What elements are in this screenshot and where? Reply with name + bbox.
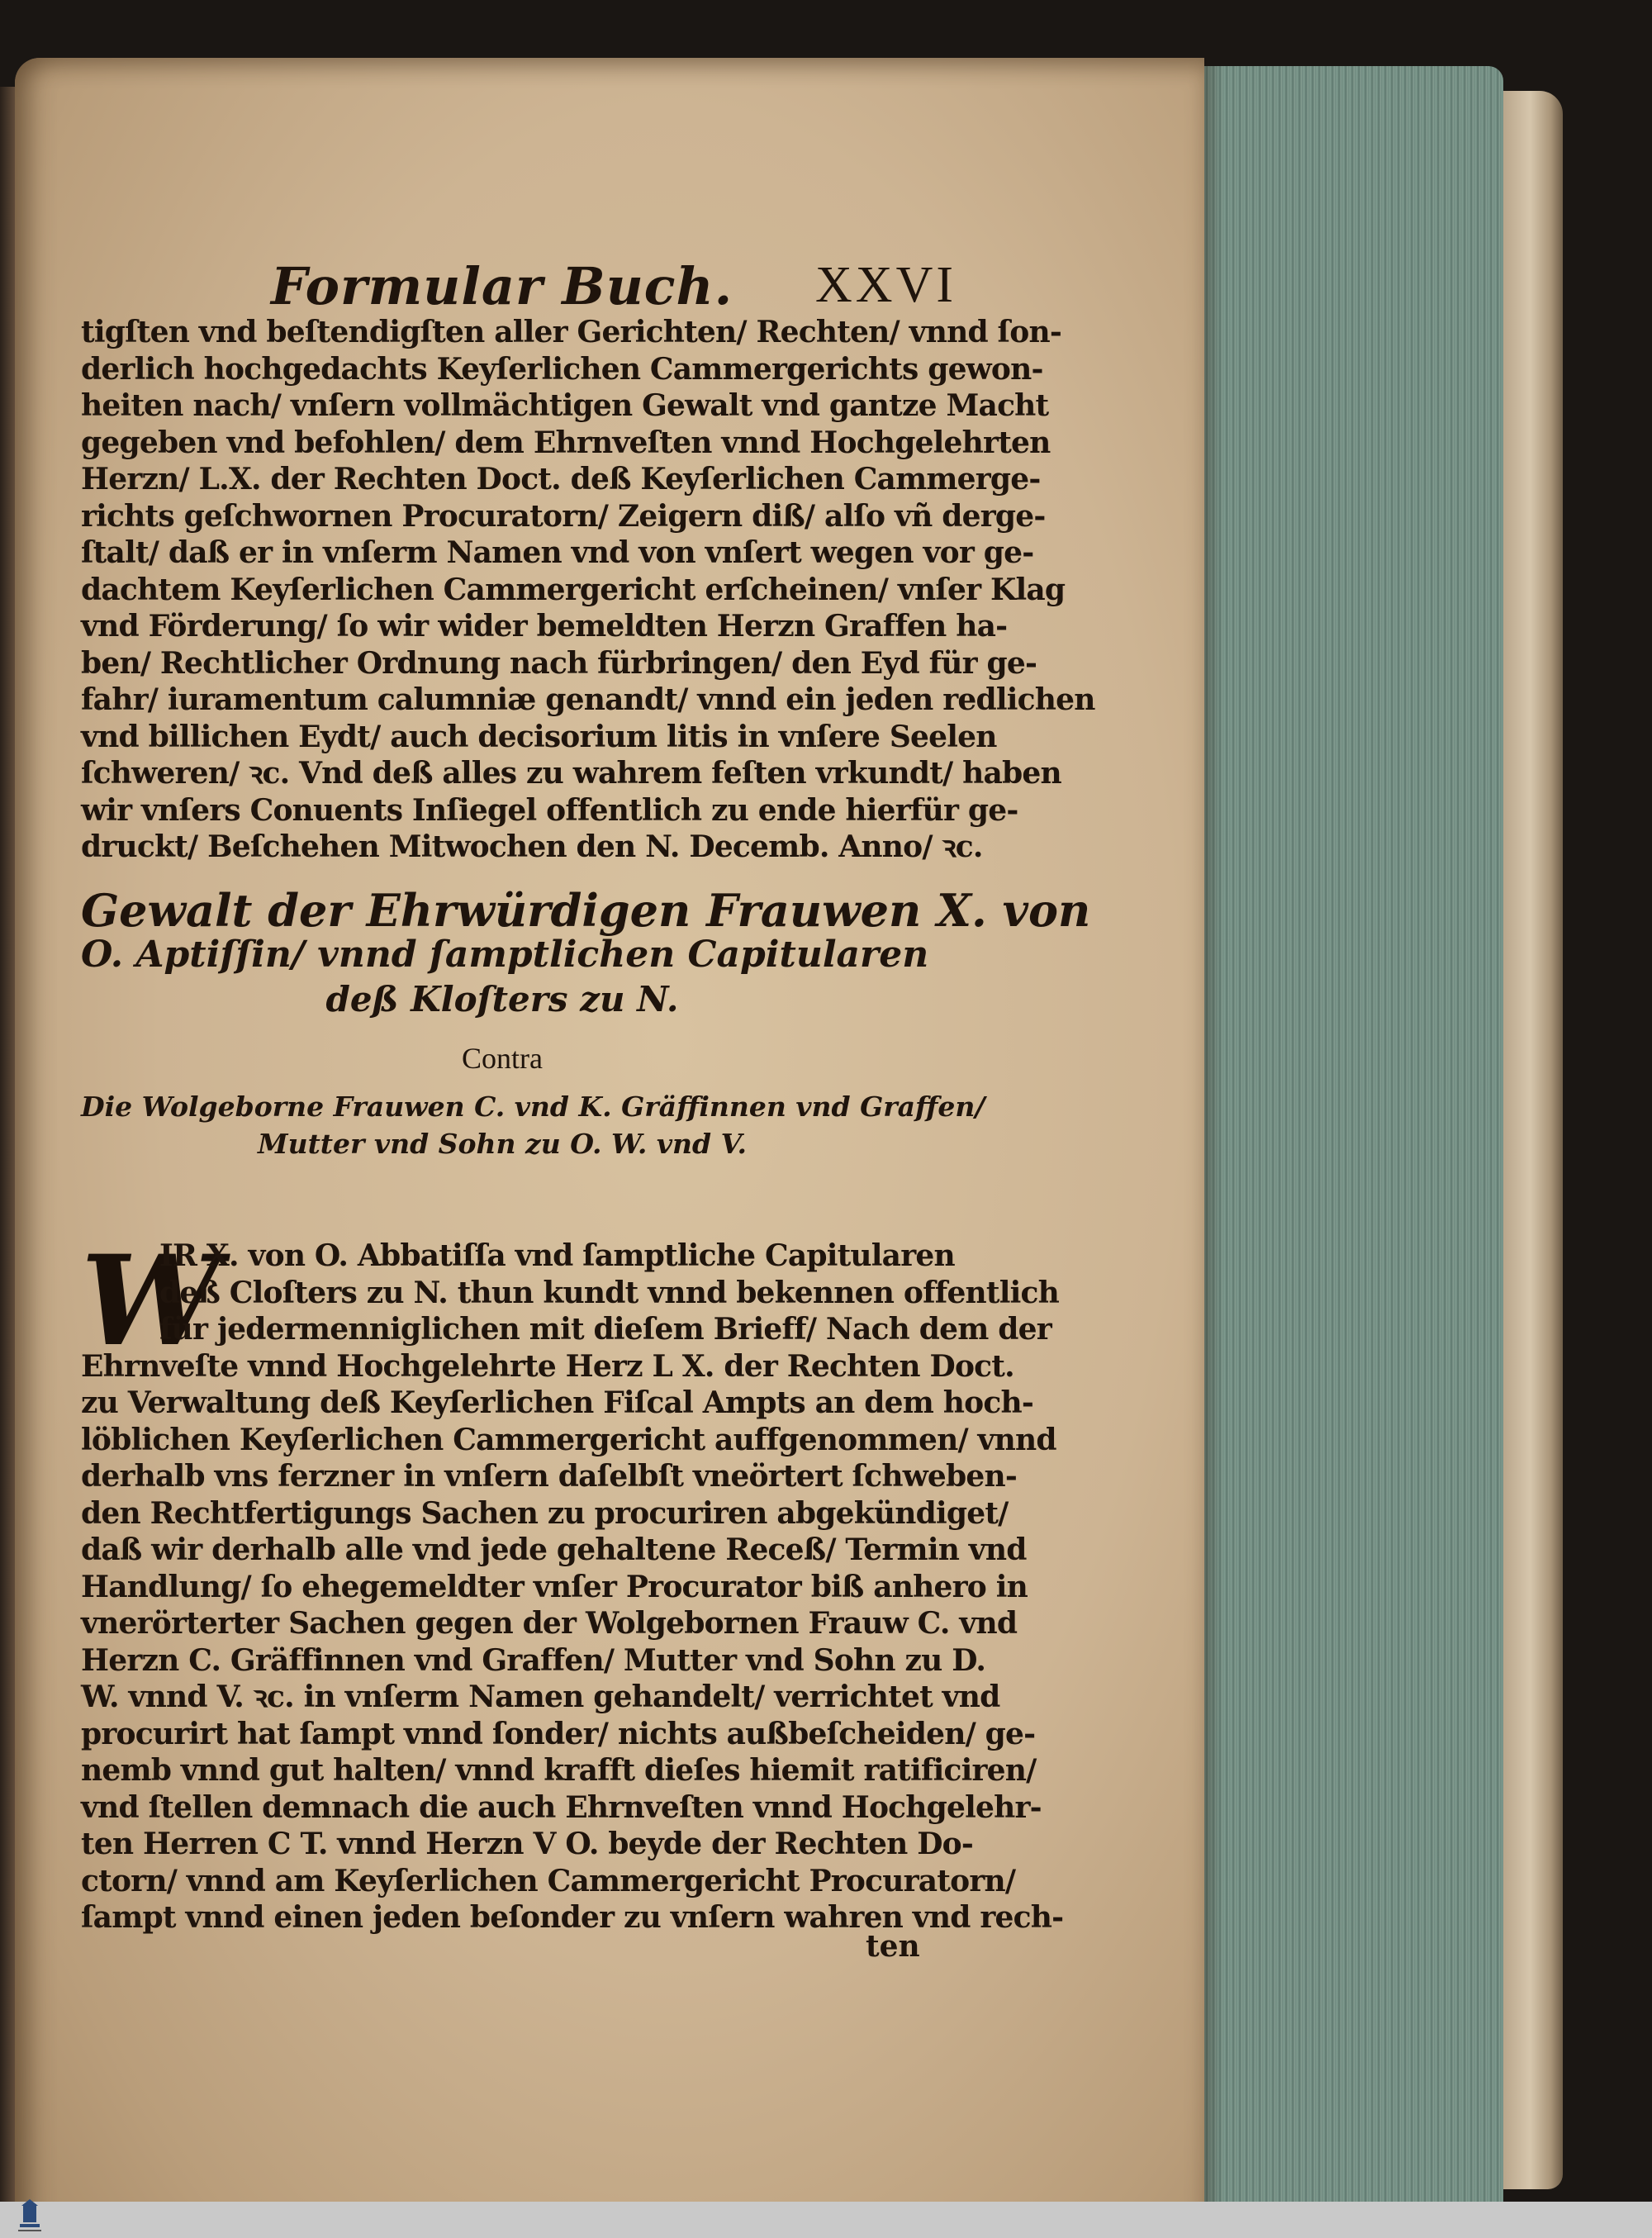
library-logo-icon [13,2199,46,2236]
text-line: Ehrnveſte vnnd Hochgelehrte Herz L X. der Rechten Doct. [81,1348,1014,1384]
text-line: ctorn/ vnnd am Keyſerlichen Cammergericht Procuratorn/ [81,1863,1016,1898]
parties-line-2: Mutter vnd Sohn zu O. W. vnd V. [258,1128,747,1160]
text-line: heiten nach/ vnſern vollmächtigen Gewalt vnd gantze Macht [81,388,1049,423]
text-line: nemb vnnd gut halten/ vnnd krafft dieſes hiemit ratificiren/ [81,1753,1037,1788]
page-number: XXVI [815,257,957,313]
text-line: ſchweren/ ꝛc. Vnd deß alles zu wahrem feſten vrkundt/ haben [81,756,1061,791]
text-line: vnd Förderung/ ſo wir wider bemeldten Herzn Graffen ha- [81,609,1008,644]
text-line: ten Herren C T. vnnd Herzn V O. beyde der Rechten Do- [81,1827,973,1861]
text-line: fahr/ iuramentum calumniæ genandt/ vnnd ein jeden redlichen [81,682,1095,717]
text-line: druckt/ Beſchehen Mitwochen den N. Decemb. Anno/ ꝛc. [81,829,983,864]
running-head: Formular Buch. [271,256,733,316]
text-line: vnerörterter Sachen gegen der Wolgebornen Frauw C. vnd [81,1606,1018,1641]
text-line: Herzn C. Gräffinnen vnd Graffen/ Mutter vnd Sohn zu D. [81,1642,986,1678]
book-fore-edge [1189,66,1503,2214]
section-heading-line-2: O. Aptiſſin/ vnnd ſamptlichen Capitularen [81,934,929,976]
text-line: ſampt vnnd einen jeden beſonder zu vnſern wahren vnd rech- [81,1900,1064,1935]
text-line: dachtem Keyſerlichen Cammergericht erſcheinen/ vnſer Klag [81,572,1066,607]
text-line: W. vnnd V. ꝛc. in vnſerm Namen gehandelt/ verrichtet vnd [81,1680,1000,1714]
book-cover-board [1503,91,1563,2189]
viewer-bottom-bar [0,2202,1652,2238]
catchword: ten [866,1929,920,1964]
section-heading-line-3: deß Kloſters zu N. [325,979,679,1019]
page-header [81,256,957,322]
text-line: vnd billichen Eydt/ auch decisorium litis in vnſere Seelen [81,719,997,754]
text-line: ſtalt/ daß er in vnſerm Namen vnd von vnſert wegen vor ge- [81,535,1034,570]
book-page [15,58,1204,2231]
text-line: deß Cloſters zu N. thun kundt vnnd bekennen offentlich [159,1275,1060,1310]
text-line: vnd ſtellen demnach die auch Ehrnveſten vnnd Hochgelehr- [81,1789,1042,1825]
contra-label: Contra [462,1042,543,1075]
text-line: daß wir derhalb alle vnd jede gehaltene Receß/ Termin vnd [81,1532,1027,1567]
text-line: für jedermenniglichen mit dieſem Brieff/ Nach dem der [159,1312,1051,1347]
text-line: tigſten vnd beſtendigſten aller Gerichten/ Rechten/ vnnd ſon- [81,315,1061,349]
text-line: ben/ Rechtlicher Ordnung nach fürbringen/ den Eyd für ge- [81,645,1037,681]
text-line: Herzn/ L.X. der Rechten Doct. deß Keyſerlichen Cammerge- [81,462,1041,497]
text-line: zu Verwaltung deß Keyſerlichen Fiſcal Ampts an dem hoch- [81,1385,1033,1420]
parties-line-1: Die Wolgeborne Frauwen C. vnd K. Gräffinnen vnd Graffen/ [81,1090,985,1123]
text-line: IR X. von O. Abbatiſſa vnd ſamptliche Capitularen [159,1238,955,1273]
text-line: richts geſchwornen Procuratorn/ Zeigern diß/ alſo vñ derge- [81,498,1046,534]
section-heading-line-1: Gewalt der Ehrwürdigen Frauwen X. von [81,884,1091,937]
text-line: procurirt hat ſampt vnnd ſonder/ nichts außbeſcheiden/ ge- [81,1716,1036,1751]
text-line: derhalb vns ferzner in vnſern daſelbſt vneörtert ſchweben- [81,1459,1018,1494]
drop-cap-initial: W [81,1228,221,1374]
text-line: den Rechtfertigungs Sachen zu procuriren abgekündiget/ [81,1495,1009,1531]
text-line: Handlung/ ſo ehegemeldter vnſer Procurator biß anhero in [81,1569,1028,1604]
text-line: gegeben vnd befohlen/ dem Ehrnveſten vnnd Hochgelehrten [81,425,1051,460]
text-line: löblichen Keyſerlichen Cammergericht auffgenommen/ vnnd [81,1422,1056,1457]
text-line: derlich hochgedachts Keyſerlichen Cammergerichts gewon- [81,351,1043,387]
text-line: wir vnſers Conuents Inſiegel offentlich zu ende hierfür ge- [81,792,1018,828]
